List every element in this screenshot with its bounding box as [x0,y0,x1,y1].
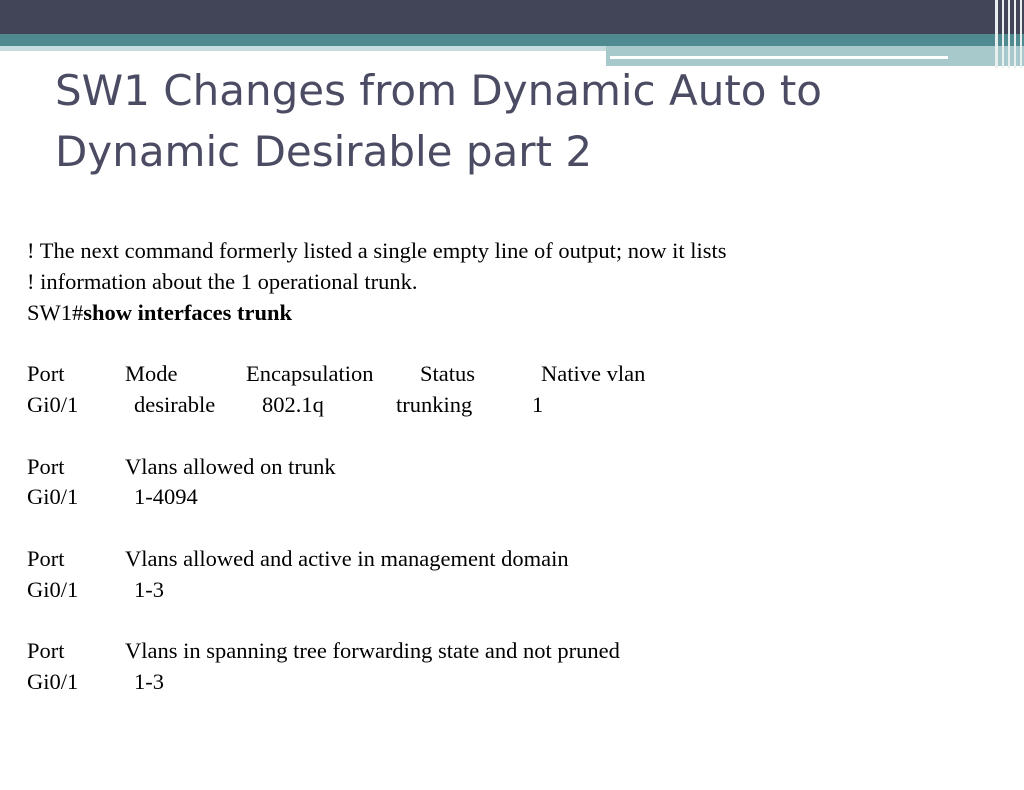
column-header-native-vlan: Native vlan [541,361,646,387]
cell-port: Gi0/1 [27,669,79,695]
blank-line [27,421,726,452]
column-header-port: Port [27,361,65,387]
cli-command: show interfaces trunk [83,299,292,325]
table-header [27,452,726,483]
comment-line: ! information about the 1 operational trunk. [27,268,418,294]
slide-title-line-1: SW1 Changes from Dynamic Auto to [55,66,822,115]
table-header [27,359,726,390]
column-header-mode: Mode [125,361,178,387]
cell-port: Gi0/1 [27,391,79,417]
column-header-vlans: Vlans allowed and active in management domain [125,545,569,571]
cell-mode: desirable [134,391,216,417]
slide-title-line-2: Dynamic Desirable part 2 [55,127,593,176]
table-row [27,390,726,421]
header-stripes [993,0,1024,68]
table-row [27,482,726,513]
cell-encapsulation: 802.1q [262,391,324,417]
column-header-port: Port [27,638,65,664]
cell-vlans: 1-3 [134,669,164,695]
header-bar [0,0,1024,34]
table-row [27,667,726,698]
cell-vlans: 1-3 [134,576,164,602]
slide-title [55,60,822,182]
blank-line [27,328,726,359]
cli-prompt: SW1# [27,299,84,325]
cell-vlans: 1-4094 [134,484,198,510]
column-header-port: Port [27,453,65,479]
column-header-port: Port [27,545,65,571]
table-row [27,575,726,606]
header-accent-band [0,34,1024,46]
blank-line [27,606,726,637]
comment-line: ! The next command formerly listed a single empty line of output; now it lists [27,238,727,263]
column-header-vlans: Vlans allowed on trunk [125,453,336,479]
command-line [27,298,726,329]
cell-port: Gi0/1 [27,484,79,510]
cell-native-vlan: 1 [532,391,544,417]
column-header-vlans: Vlans in spanning tree forwarding state and not pruned [125,638,620,664]
cli-output [27,236,726,698]
blank-line [27,513,726,544]
cell-port: Gi0/1 [27,576,79,602]
column-header-encapsulation: Encapsulation [246,361,374,387]
table-header [27,636,726,667]
header-divider-line [610,56,948,59]
column-header-status: Status [420,361,476,387]
cell-status: trunking [396,391,473,417]
table-header [27,544,726,575]
